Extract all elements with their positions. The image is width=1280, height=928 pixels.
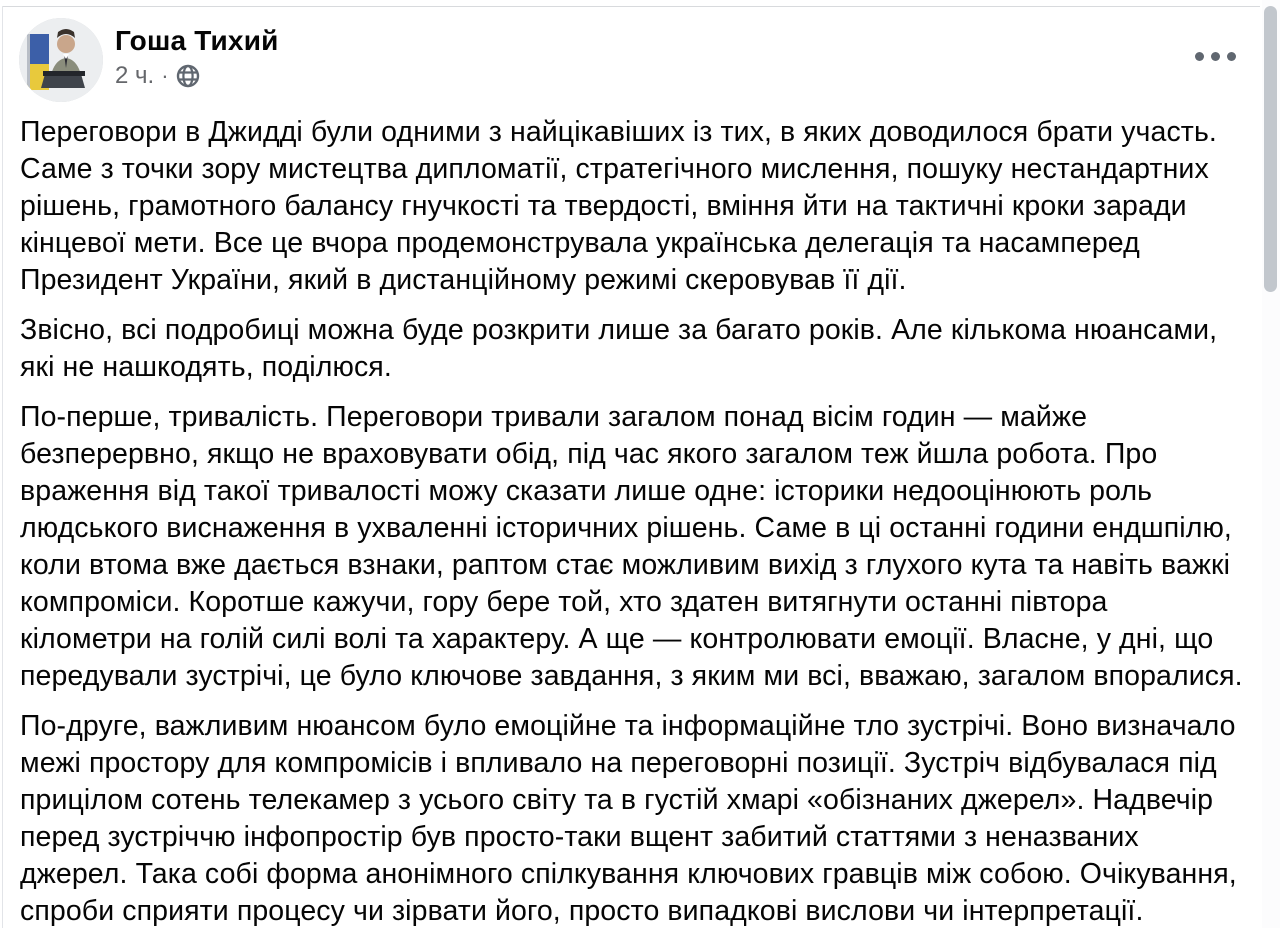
post-paragraph: По-перше, тривалість. Переговори тривали загалом понад вісім годин — майже безперервно, якщо не враховувати обід, під час якого загалом теж йшла робота. Про враження від такої тривалості можу сказати лише одне: історики недооцінюють роль людського виснаження в ухваленні історичних рішень. Саме в ці останні години ендшпілю, коли втома вже дається взнаки, раптом стає можливим вихід з глухого кута та навіть важкі компроміси. Коротше кажучи, гору бере той, хто здатен витягнути останні півтора кілометри на голій силі волі та характеру. А ще — контролювати емоції. Власне, у дні, що передували зустрічі, це було ключове завдання, з яким ми всі, вважаю, загалом впоралися. [20,401,1243,692]
post-options-button[interactable] [1189,46,1242,67]
author-block [115,18,279,90]
avatar[interactable] [19,18,103,102]
post-paragraph: Звісно, всі подробиці можна буде розкрити лише за багато років. Але кількома нюансами, які не нашкодять, поділюся. [20,314,1218,383]
scrollbar-track[interactable] [1262,0,1280,928]
ellipsis-icon [1211,52,1220,61]
facebook-post [3,6,1260,928]
avatar-illustration [19,18,103,102]
author-name[interactable]: Гоша Тихий [115,25,279,56]
post-header [3,6,1260,108]
timestamp[interactable]: 2 ч. [115,62,155,89]
globe-icon [176,64,200,88]
post-text [3,108,1260,928]
meta-separator: · [161,63,169,88]
post-paragraph: По-друге, важливим нюансом було емоційне та інформаційне тло зустрічі. Воно визначало межі простору для компромісів і впливало на переговорні позиції. Зустріч відбувалася під прицілом сотень телекамер з усього світу та в густій хмарі «обізнаних джерел». Надвечір перед зустріччю інфопростір був просто-таки вщент забитий статтями з неназваних джерел. Така собі форма анонімного спілкування ключових гравців між собою. Очікування, спроби сприяти процесу чи зірвати його, просто випадкові вислови чи інтерпретації. [20,710,1237,927]
ellipsis-icon [1227,52,1236,61]
post-paragraph: Переговори в Джидді були одними з найцікавіших із тих, в яких доводилося брати участь. Саме з точки зору мистецтва дипломатії, стратегічного мислення, пошуку нестандартних рішень, грамотного балансу гнучкості та твердості, вміння йти на тактичні кроки заради кінцевої мети. Все це вчора продемонструвала українська делегація та насамперед Президент України, який в дистанційному режимі скеровував її дії. [20,116,1217,296]
ellipsis-icon [1195,52,1204,61]
scrollbar-thumb[interactable] [1264,6,1277,292]
post-meta [115,62,279,90]
